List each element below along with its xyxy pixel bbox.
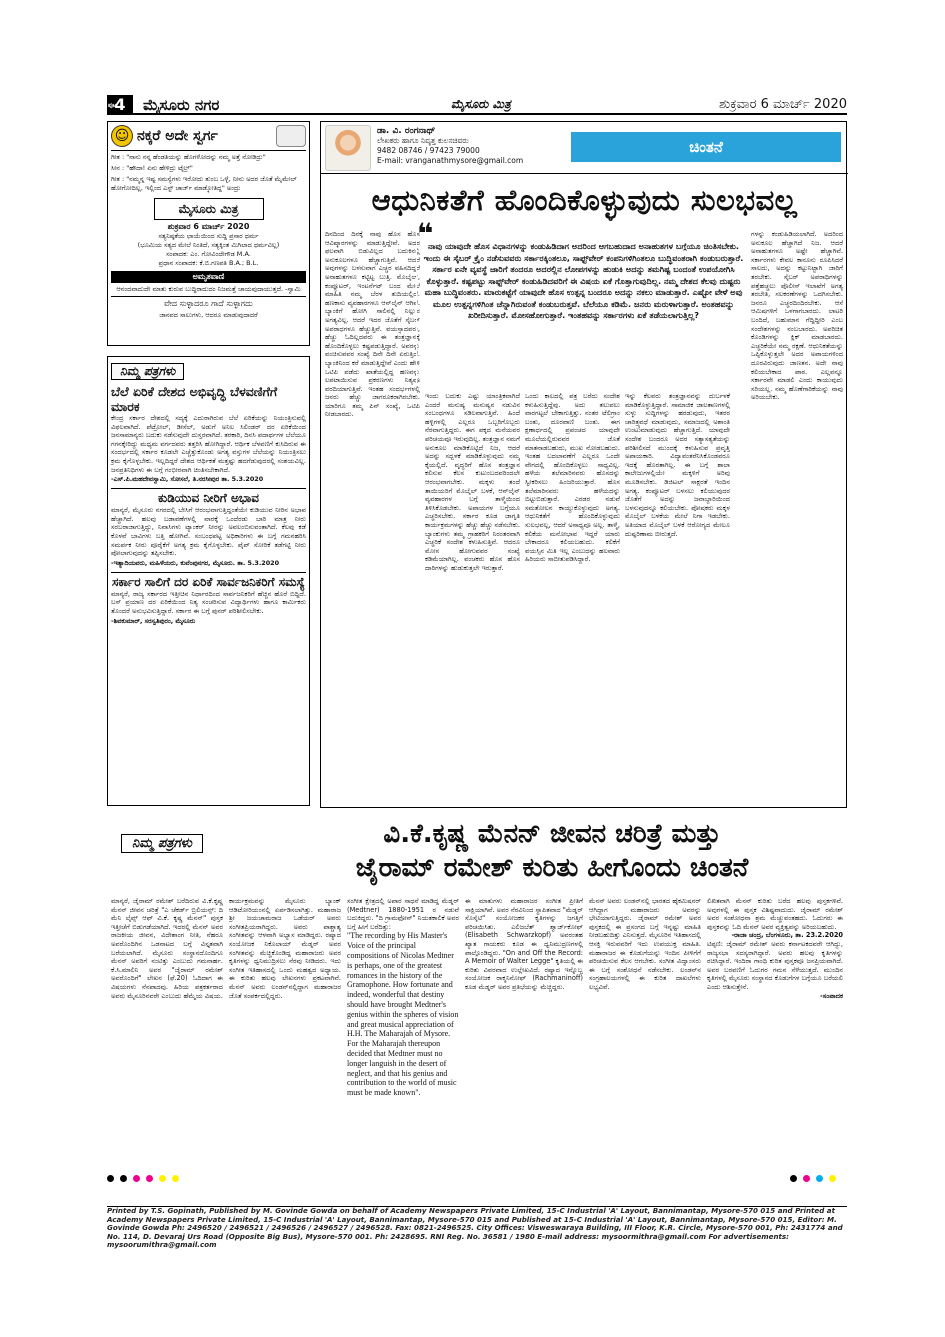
bottom-headline	[257, 817, 847, 885]
letter-signature: -ಶಿವಕುಮಾರ್, ಸರಸ್ವತಿಪುರಂ, ಮೈಸೂರು	[111, 616, 196, 625]
newspaper-page	[107, 95, 847, 1250]
proverb-sub: ಜಾನಪದ ಸಾಲುಗಳು, ಆದರೂ ಮಾಡುವುದಾದರೆ	[159, 311, 258, 319]
imprint-line: ಪ್ರಧಾನ ಸಂಪಾದಕ: ಕೆ.ಬಿ.ಗಣಪತಿ B.A.; B.L.	[158, 259, 259, 267]
imprint	[111, 222, 306, 268]
joke-line: ಗೀತ : "ನಮ್ಮನ್ನ ಇಷ್ಟ ಸಮಸ್ಯೆಗಳು ಇರೋದು ತುಂಬ ಒಳ್ಳೆ, ನೀನು ಅದರ ಜೊತೆ ಮೈಮೇಲ್ ಹೋಗೋದಿಲ್ಲ, ಇಲ್ಲಿಂದ ಎಸ್ಟ್ ಚಾರ್ಜ್ ಮಾಡ್ಕೋತಿದ್ದ" ಅಂದ್ರು	[111, 175, 297, 192]
color-dot	[790, 1175, 797, 1182]
letter-body: ಕೇಂದ್ರ ಸರ್ಕಾರ ದೇಶದಲ್ಲಿ ಸದ್ಯಕ್ಕೆ ಎದುರಾಗಿರುವ ಬೆಲೆ ಏರಿಕೆಯನ್ನು ನಿಯಂತ್ರಿಸುವಲ್ಲಿ ವಿಫಲವಾಗಿದೆ. ಪೆಟ್ರೋಲ್, ಡೀಸೆಲ್, ಅಡುಗೆ ಅನಿಲ ಸಿಲಿಂಡರ್ ದರ ಏರಿಕೆಯಿಂದ ಜನಸಾಮಾನ್ಯರು ಬದುಕು ನಡೆಸುವುದೇ ದುಸ್ತರವಾಗಿದೆ. ತರಕಾರಿ, ದಿನಸಿ ಪದಾರ್ಥಗಳ ಬೆಲೆಯೂ ಗಗನಕ್ಕೇರಿದ್ದು ಮಧ್ಯಮ ವರ್ಗದವರು ತತ್ತರಿಸಿ ಹೋಗಿದ್ದಾರೆ. ಆರ್ಥಿಕ ಬೆಳವಣಿಗೆ ಕುಸಿದಿರುವ ಈ ಸಂದರ್ಭದಲ್ಲಿ ಸರ್ಕಾರ ಕೂಡಲೇ ಎಚ್ಚೆತ್ತುಕೊಂಡು ಅಗತ್ಯ ವಸ್ತುಗಳ ಬೆಲೆಯನ್ನು ನಿಯಂತ್ರಿಸಲು ಕ್ರಮ ಕೈಗೊಳ್ಳಬೇಕು. ಇಲ್ಲದಿದ್ದರೆ ದೇಶದ ಆರ್ಥಿಕತೆ ಮತ್ತಷ್ಟು ಹದಗೆಡುವುದರಲ್ಲಿ ಸಂಶಯವಿಲ್ಲ. ಜನಪ್ರತಿನಿಧಿಗಳು ಈ ಬಗ್ಗೆ ಗಂಭೀರವಾಗಿ ಚಿಂತಿಸಬೇಕಾಗಿದೆ.	[111, 414, 306, 474]
page-date: ಶುಕ್ರವಾರ 6 ಮಾರ್ಚ್ 2020	[719, 97, 847, 112]
color-dot	[133, 1175, 140, 1182]
editor-note: ಟಿಪ್ಪಣಿ: ಜೈರಾಮ್ ರಮೇಶ್ ಅವರು ಕರ್ನಾಟಕದವರೇ ಆಗಿದ್ದು, ರಾಜ್ಯಸಭಾ ಸದಸ್ಯರಾಗಿದ್ದಾರೆ. ಅವರು ಹಲವು ಕೃತಿಗಳನ್ನು ರಚಿಸಿದ್ದಾರೆ. ಇಂದಿರಾ ಗಾಂಧಿ ಕುರಿತ ಪುಸ್ತಕವೂ ಜನಪ್ರಿಯವಾಗಿದೆ. ಅವರ ಬರವಣಿಗೆ ಓದುಗರ ಗಮನ ಸೆಳೆಯುತ್ತದೆ. ಮುಂದಿನ ಕೃತಿಗಳಲ್ಲಿ ಮೈಸೂರು ಸಂಸ್ಥಾನದ ಕೊಡುಗೆಗಳ ಬಗ್ಗೆಯೂ ಬರೆಯಲಿ ಎಂದು ಆಶಿಸುತ್ತೇನೆ.	[707, 939, 843, 991]
letter-signature: -ರಾಜಾ ಚಂದ್ರ, ಬೆಂಗಳೂರು, ತಾ. 23.2.2020	[731, 931, 843, 940]
headline-line: ವಿ.ಕೆ.ಕೃಷ್ಣ ಮೆನನ್ ಜೀವನ ಚರಿತ್ರೆ ಮತ್ತು	[383, 819, 721, 849]
imprint-line: (ಭೂಮಿಯ ಸತ್ಯದ ಮೇಲೆ ನಿಂತಿದೆ, ಸತ್ಯಕ್ಕಿಂತ ಮಿಗಿಲಾದ ಧರ್ಮವಿಲ್ಲ)	[137, 241, 280, 249]
nakkare-header	[111, 125, 306, 151]
letter-text: ಸಂಗೀತ ಕ್ಷೇತ್ರದಲ್ಲಿ ಅಪಾರ ಸಾಧನೆ ಮಾಡಿದ್ದ ಮೆಡ್ನರ್ (Medtner) 1880-1951 ರ ನಡುವೆ ಬದುಕಿದ್ದರು. "ದಿ ಗ್ರಾಮಫೋನ್" ನಿಯತಕಾಲಿಕೆ ಅವರ ಬಗ್ಗೆ ಹೀಗೆ ಬರೆದಿತ್ತು:	[347, 897, 459, 931]
color-dot	[803, 1175, 810, 1182]
letters-label: ನಿಮ್ಮ ಪತ್ರಗಳು	[121, 834, 203, 853]
color-dot	[120, 1175, 127, 1182]
article-column: ಒಂದು ಕಾಲದಲ್ಲಿ ಪತ್ರ ಬರೆದು ಸಂದೇಶ ಕಳುಹಿಸುತ್ತಿದ್ದೆವು. ಅದು ತಲುಪಲು ವಾರಗಟ್ಟಲೆ ಬೇಕಾಗುತ್ತಿತ್ತು. ನಂತರ ಟೆಲಿಗ್ರಾಂ ಬಂತು, ದೂರವಾಣಿ ಬಂತು. ಈಗ ಕ್ಷಣಾರ್ಧದಲ್ಲಿ ಪ್ರಪಂಚದ ಯಾವುದೇ ಮೂಲೆಯಲ್ಲಿರುವವರ ಜೊತೆ ಮಾತನಾಡಬಹುದು, ಮುಖ ನೋಡಬಹುದು. ಇಂತಹ ಬದಲಾವಣೆಗೆ ಎಲ್ಲರೂ ಒಂದೇ ವೇಗದಲ್ಲಿ ಹೊಂದಿಕೊಳ್ಳಲು ಸಾಧ್ಯವಿಲ್ಲ. ಹಳೆಯ ತಲೆಮಾರಿನವರು ಹೊಸದನ್ನು ಸ್ವೀಕರಿಸಲು ಹಿಂಜರಿಯುತ್ತಾರೆ. ಹೊಸ ತಲೆಮಾರಿನವರು ಹಳೆಯದನ್ನು ಬಿಟ್ಟುಬಿಡುತ್ತಾರೆ. ಎರಡರ ನಡುವೆ ಸಮತೋಲನ ಕಾಯ್ದುಕೊಳ್ಳುವುದು ಅಗತ್ಯ. ಆಧುನಿಕತೆಗೆ ಹೊಂದಿಕೊಳ್ಳುವುದು ಸುಲಭವಲ್ಲ, ಆದರೆ ಅಸಾಧ್ಯವೂ ಅಲ್ಲ. ತಾಳ್ಮೆ, ಕಲಿಕೆಯ ಮನೋಭಾವ ಇದ್ದರೆ ಯಾರು ಬೇಕಾದರೂ ಕಲಿಯಬಹುದು. ಕಲಿಕೆಗೆ ವಯಸ್ಸಿನ ಮಿತಿ ಇಲ್ಲ ಎಂಬುದನ್ನು ಹಲವಾರು ಹಿರಿಯರು ಸಾಬೀತುಪಡಿಸಿದ್ದಾರೆ.	[525, 392, 620, 564]
section-badge: ಚಿಂತನೆ	[571, 132, 841, 162]
letter-title: ಕುಡಿಯುವ ನೀರಿಗೆ ಅಭಾವ	[111, 488, 306, 506]
laughing-face-icon: ☺	[111, 125, 133, 147]
joke-line: ಸೀನ : "ಹೌದಾ! ಏನು ಹೇಳಿದ್ರು ಟೈಲ್ರ್"	[111, 164, 193, 172]
letters-label: ನಿಮ್ಮ ಪತ್ರಗಳು	[111, 363, 184, 380]
imprint-line: ಸಂಪಾದಕ: ಎಂ. ಗೋವಿಂದೇಗೌಡ M.A.	[166, 250, 251, 258]
article-column: ದಿನದಿಂದ ದಿನಕ್ಕೆ ನಾವು ಹೊಸ ಹೊಸ ಆವಿಷ್ಕಾರಗಳನ್ನು ಮಾಡುತ್ತಿದ್ದೇವೆ. ಅದರ ಫಲವಾಗಿ ಬಿಡುವಿಲ್ಲದ ಬದುಕಿನಲ್ಲಿ ಅನುಕೂಲಗಳೂ ಹೆಚ್ಚಾಗುತ್ತಿವೆ. ಆದರೆ ಅವುಗಳನ್ನು ಬಳಸುವಾಗ ಎಚ್ಚರ ವಹಿಸದಿದ್ದರೆ ಅನಾಹುತಗಳೂ ಕಟ್ಟಿಟ್ಟ ಬುತ್ತಿ. ಮೊಬೈಲ್, ಕಂಪ್ಯೂಟರ್, ಇಂಟರ್ನೆಟ್ ಬಂದ ಮೇಲೆ ಮಾಹಿತಿ ನಮ್ಮ ಬೆರಳ ತುದಿಯಲ್ಲಿದೆ. ಹಣಕಾಸು ವ್ಯವಹಾರಗಳೂ ಆನ್‌ಲೈನ್ ಆಗಿವೆ. ಬ್ಯಾಂಕಿಗೆ ಹೋಗಿ ಸಾಲಿನಲ್ಲಿ ನಿಲ್ಲುವ ಅಗತ್ಯವಿಲ್ಲ. ಆದರೆ ಇದರ ಜೊತೆಗೆ ಸೈಬರ್ ಅಪರಾಧಗಳೂ ಹೆಚ್ಚುತ್ತಿವೆ. ವಯಸ್ಸಾದವರು, ಹೆಚ್ಚು ಓದಿಲ್ಲದವರು ಈ ತಂತ್ರಜ್ಞಾನಕ್ಕೆ ಹೊಂದಿಕೊಳ್ಳಲು ಕಷ್ಟಪಡುತ್ತಿದ್ದಾರೆ. ಅವರನ್ನು ವಂಚಿಸುವವರ ಸಂಖ್ಯೆ ದಿನೇ ದಿನೇ ಏರುತ್ತಿದೆ. ಬ್ಯಾಂಕಿನಿಂದ ಕರೆ ಮಾಡುತ್ತಿದ್ದೇವೆ ಎಂದು ಹೇಳಿ ಒಟಿಪಿ ಪಡೆದು ಖಾತೆಯಲ್ಲಿದ್ದ ಹಣವನ್ನು ಲಪಟಾಯಿಸುವ ಪ್ರಕರಣಗಳು ನಿತ್ಯವೂ ವರದಿಯಾಗುತ್ತಿವೆ. ಇಂತಹ ಸಂದರ್ಭಗಳಲ್ಲಿ ಜನರು ಹೆಚ್ಚು ಜಾಗರೂಕರಾಗಿರಬೇಕು. ಯಾರಿಗೂ ತಮ್ಮ ಪಿನ್ ಸಂಖ್ಯೆ, ಒಟಿಪಿ ನೀಡಬಾರದು.	[325, 230, 420, 419]
author-email: E-mail: vranganathmysore@gmail.com	[377, 156, 524, 165]
author-name: ಡಾ. ವಿ. ರಂಗನಾಥ್	[377, 126, 436, 136]
color-dot	[146, 1175, 153, 1182]
color-dot	[159, 1175, 166, 1182]
letters-box	[107, 356, 310, 806]
page-header	[107, 95, 847, 115]
bottom-letter	[107, 817, 847, 1192]
letter-title: ಸರ್ಕಾರ ಸಾಲಿಗೆ ದರ ಏರಿಕೆ ಸಾರ್ವಜನಿಕರಿಗೆ ಸಮಸ್ಯೆ	[111, 572, 306, 590]
letter-column: ಮೆನನ್ ಅವರು ಲಂಡನ್‌ನಲ್ಲಿ ಭಾರತದ ಹೈಕಮಿಷನರ್ ಆಗಿದ್ದಾಗ ಮಹಾರಾಜರು ಅವರನ್ನು ಭೇಟಿಯಾಗುತ್ತಿದ್ದರು. ಜೈರಾಮ್ ರಮೇಶ್ ಅವರ ಪುಸ್ತಕದಲ್ಲಿ ಈ ಪ್ರಸಂಗದ ಬಗ್ಗೆ ಇನ್ನಷ್ಟು ಮಾಹಿತಿ ನೀಡಬಹುದಿತ್ತು ಎನಿಸುತ್ತದೆ. ಮೈಸೂರಿನ ಇತಿಹಾಸದಲ್ಲಿ ಆಸಕ್ತಿ ಇರುವವರಿಗೆ ಇದು ಉಪಯುಕ್ತ ಮಾಹಿತಿ. ಮಹಾರಾಜರ ಈ ಕೊಡುಗೆಯನ್ನು ಇಂದಿನ ಪೀಳಿಗೆಗೆ ಪರಿಚಯಿಸುವ ಕೆಲಸ ಆಗಬೇಕು. ಸಂಗೀತ ವಿದ್ವಾಂಸರು ಈ ಬಗ್ಗೆ ಸಂಶೋಧನೆ ನಡೆಸಬೇಕು. ಲಂಡನ್‌ನ ಸಂಗ್ರಹಾಲಯಗಳಲ್ಲಿ ಈ ಕುರಿತ ದಾಖಲೆಗಳು ಲಭ್ಯವಿವೆ.	[589, 897, 701, 991]
color-dot	[172, 1175, 179, 1182]
section-title: ಮೈಸೂರು ನಗರ	[143, 96, 220, 114]
amrutha-text: ಆನಂದವಾದುದೇ ಮಾತು ಕುರುವ ಬುದ್ಧಿರಾದುದಂ ನಿಜಮತ್ತೆ ಚಾಯವುದಾಯುತ್ತದೆ. -ಸ್ವಾಮಿ	[116, 285, 301, 293]
page-number: ಪುಟ 4	[107, 95, 133, 115]
cartoon-icon	[276, 125, 306, 147]
article-column: ಇಂದು ಬದುಕು ಎಷ್ಟು ಯಾಂತ್ರಿಕವಾಗಿದೆ ಎಂದರೆ ಮನುಷ್ಯ ಮನುಷ್ಯನ ನಡುವಿನ ಸಂಬಂಧಗಳೂ ಸಡಿಲವಾಗುತ್ತಿವೆ. ಹಿಂದೆ ಹಳ್ಳಿಗಳಲ್ಲಿ ಎಲ್ಲರೂ ಒಬ್ಬರಿಗೊಬ್ಬರು ನೆರವಾಗುತ್ತಿದ್ದರು. ಈಗ ಪಕ್ಕದ ಮನೆಯವರ ಪರಿಚಯವೂ ಇರುವುದಿಲ್ಲ. ತಂತ್ರಜ್ಞಾನ ನಮಗೆ ಅನುಕೂಲ ಮಾಡಿಕೊಟ್ಟಿದೆ ನಿಜ, ಆದರೆ ಅದನ್ನು ಸದ್ಬಳಕೆ ಮಾಡಿಕೊಳ್ಳುವುದು ನಮ್ಮ ಕೈಯಲ್ಲಿದೆ. ವೃದ್ಧರಿಗೆ ಹೊಸ ತಂತ್ರಜ್ಞಾನ ಕಲಿಸುವ ಕೆಲಸ ಕುಟುಂಬದವರಿಂದಲೇ ಆರಂಭವಾಗಬೇಕು. ಮಕ್ಕಳು ತಂದೆ ತಾಯಿಯರಿಗೆ ಮೊಬೈಲ್ ಬಳಕೆ, ಆನ್‌ಲೈನ್ ವ್ಯವಹಾರಗಳ ಬಗ್ಗೆ ತಾಳ್ಮೆಯಿಂದ ತಿಳಿಸಿಕೊಡಬೇಕು. ಅಪಾಯಗಳ ಬಗ್ಗೆಯೂ ಎಚ್ಚರಿಸಬೇಕು. ಸರ್ಕಾರ ಕೂಡ ಜಾಗೃತಿ ಕಾರ್ಯಕ್ರಮಗಳನ್ನು ಹೆಚ್ಚು ಹೆಚ್ಚು ನಡೆಸಬೇಕು. ಬ್ಯಾಂಕುಗಳು ತಮ್ಮ ಗ್ರಾಹಕರಿಗೆ ನಿರಂತರವಾಗಿ ಎಚ್ಚರಿಕೆ ಸಂದೇಶ ಕಳುಹಿಸುತ್ತಿವೆ. ಆದರೂ ಮೋಸ ಹೋಗುವವರ ಸಂಖ್ಯೆ ಕಡಿಮೆಯಾಗಿಲ್ಲ. ವಂಚಕರು ಹೊಸ ಹೊಸ ದಾರಿಗಳನ್ನು ಹುಡುಕುತ್ತಲೇ ಇರುತ್ತಾರೆ.	[425, 392, 520, 572]
letter-body: ಮಾನ್ಯರೆ, ಮೈಸೂರು ನಗರದಲ್ಲಿ ಬೇಸಿಗೆ ಆರಂಭವಾಗುತ್ತಿದ್ದಂತೆಯೇ ಕುಡಿಯುವ ನೀರಿನ ಅಭಾವ ಹೆಚ್ಚಾಗಿದೆ. ಹಲವು ಬಡಾವಣೆಗಳಲ್ಲಿ ವಾರಕ್ಕೆ ಒಂದೆರಡು ಬಾರಿ ಮಾತ್ರ ನೀರು ಸರಬರಾಜಾಗುತ್ತಿದ್ದು, ನಿವಾಸಿಗಳು ಟ್ಯಾಂಕರ್ ನೀರನ್ನು ಅವಲಂಬಿಸುವಂತಾಗಿದೆ. ಕೆಲವು ಕಡೆ ಕೊಳವೆ ಬಾವಿಗಳು ಬತ್ತಿ ಹೋಗಿವೆ. ಸಂಬಂಧಪಟ್ಟ ಅಧಿಕಾರಿಗಳು ಈ ಬಗ್ಗೆ ಗಮನಹರಿಸಿ ಸಮರ್ಪಕ ನೀರು ಪೂರೈಕೆಗೆ ಅಗತ್ಯ ಕ್ರಮ ಕೈಗೊಳ್ಳಬೇಕು. ಪೈಪ್ ಸೋರಿಕೆ ತಡೆಗಟ್ಟಿ ನೀರು ಪೋಲಾಗುವುದನ್ನು ತಪ್ಪಿಸಬೇಕು.	[111, 506, 306, 558]
author-strip	[321, 122, 848, 174]
print-line: Printed by T.S. Gopinath, Published by M. Govinde Gowda on behalf of Academy Newspapers Private Limited, 15-C Industrial 'A' Layout, Bannimantap, Mysore-570 015 and Printed at Academy Newspapers Private Limited, 15-C Industrial 'A' Layout, Bannimantap, Mysore-570 015 and Published at 15-C Industrial 'A' Layout, Bannimantap, Mysore-570 015, Editor: M. Govinde Gowda Ph: 2496520 / 2496521 / 2496526 / 2496527 / 2496528. Fax: 0821-2496525. City Offices: Visweswaraya Building, III Floor, K.R. Circle, Mysore-570 001, Ph: 2431774 and No. 114, D. Devaraj Urs Road (Opposite Big Bus), Mysore-570 001. Ph: 2428695. RNI Reg. No. 36581 / 1980 E-mail address: mysoormithra@gmail.com For advertisements: mysoorumithra@gmail.com	[107, 1206, 847, 1249]
article-column: ಗಳನ್ನು ಕಂಡುಹಿಡಿಯಲಾಗಿದೆ. ಅದರಿಂದ ಅನುಕೂಲ ಹೆಚ್ಚಾಗಿದೆ ನಿಜ. ಆದರೆ ಅನಾಹುತಗಳೂ ಅಷ್ಟೇ ಹೆಚ್ಚಾಗಿವೆ. ಸರ್ಕಾರಗಳು ಕೇವಲ ಕಾನೂನು ರೂಪಿಸಿದರೆ ಸಾಲದು, ಅದನ್ನು ಕಟ್ಟುನಿಟ್ಟಾಗಿ ಜಾರಿಗೆ ತರಬೇಕು. ಸೈಬರ್ ಅಪರಾಧಿಗಳನ್ನು ಪತ್ತೆಹಚ್ಚಲು ಪೊಲೀಸ್ ಇಲಾಖೆಗೆ ಅಗತ್ಯ ತರಬೇತಿ, ಸಲಕರಣೆಗಳನ್ನು ಒದಗಿಸಬೇಕು. ಜನರೂ ಎಚ್ಚರದಿಂದಿರಬೇಕು. ಆಸೆ ಆಮಿಷಗಳಿಗೆ ಒಳಗಾಗಬಾರದು. ಲಾಟರಿ ಬಂದಿದೆ, ಬಹುಮಾನ ಗೆದ್ದಿದ್ದೀರಿ ಎಂಬ ಸಂದೇಶಗಳನ್ನು ನಂಬಬಾರದು. ಅಪರಿಚಿತ ಕೊಂಡಿಗಳನ್ನು ಕ್ಲಿಕ್ ಮಾಡಬಾರದು. ಎಚ್ಚರಿಕೆಯೇ ನಮ್ಮ ರಕ್ಷಣೆ. ಆಧುನಿಕತೆಯನ್ನು ಒಪ್ಪಿಕೊಳ್ಳುತ್ತಲೇ ಅದರ ಅಪಾಯಗಳಿಂದ ದೂರವಿರುವುದು ಜಾಣತನ. ಅದೇ ನಾವು ಕಲಿಯಬೇಕಾದ ಪಾಠ. ಎಲ್ಲವನ್ನೂ ಸರ್ಕಾರವೇ ಮಾಡಲಿ ಎಂದು ಕಾಯುವುದು ಸರಿಯಲ್ಲ. ನಮ್ಮ ಹೊಣೆಗಾರಿಕೆಯನ್ನು ನಾವು ಅರಿಯಬೇಕು.	[751, 230, 843, 402]
letter-title: ಬೆಲೆ ಏರಿಕೆ ದೇಶದ ಅಭಿವೃದ್ಧಿ ಬೆಳವಣಿಗೆಗೆ ಮಾರಕ	[111, 384, 278, 414]
author-phone: 9482 08746 / 97423 79000	[377, 146, 480, 155]
registration-dots-right	[790, 1175, 836, 1182]
editor-sign: -ಸಂಪಾದಕ	[820, 991, 843, 1000]
amrutha-title: ಅಮೃತವಾಣಿ	[111, 271, 306, 283]
letter-text: ಲಿಖಿತವಾಗಿ ಮೆನನ್ ಕುರಿತು ಬರೆದ ಹಲವು ಪುಸ್ತಕಗಳಿವೆ. ಅವುಗಳಲ್ಲಿ ಈ ಪುಸ್ತಕ ವಿಶಿಷ್ಟವಾದುದು. ಜೈರಾಮ್ ರಮೇಶ್ ಅವರ ಸಂಶೋಧನಾ ಶ್ರಮ ಮೆಚ್ಚುವಂತಹದು. ಓದುಗರು ಈ ಪುಸ್ತಕವನ್ನು ಓದಿ ಮೆನನ್ ಅವರ ವ್ಯಕ್ತಿತ್ವವನ್ನು ಅರಿಯಬಹುದು.	[707, 897, 843, 931]
author-role: ಲೇಖಕರು ಹಾಗೂ ನಿವೃತ್ತ ಕುಲಸಚಿವರು	[377, 136, 469, 145]
color-dot	[829, 1175, 836, 1182]
letter-column	[347, 897, 459, 1187]
quote-mark-icon: ❝	[417, 217, 434, 250]
nakkare-box	[107, 121, 310, 346]
article-column: ಇನ್ನು ಕೆಲವರು ತಂತ್ರಜ್ಞಾನವನ್ನು ದುರ್ಬಳಕೆ ಮಾಡಿಕೊಳ್ಳುತ್ತಿದ್ದಾರೆ. ಸಾಮಾಜಿಕ ಜಾಲತಾಣಗಳಲ್ಲಿ ಸುಳ್ಳು ಸುದ್ದಿಗಳನ್ನು ಹರಡುವುದು, ಇತರರ ಚಾರಿತ್ರ್ಯವಧೆ ಮಾಡುವುದು, ಸಮಾಜದಲ್ಲಿ ಅಶಾಂತಿ ಉಂಟುಮಾಡುವುದು ಹೆಚ್ಚಾಗುತ್ತಿದೆ. ಯಾವುದೇ ಸಂದೇಶ ಬಂದರೂ ಅದರ ಸತ್ಯಾಸತ್ಯತೆಯನ್ನು ಪರಿಶೀಲಿಸದೆ ಮುಂದಕ್ಕೆ ಕಳುಹಿಸುವ ಪ್ರವೃತ್ತಿ ಅಪಾಯಕಾರಿ. ವಿದ್ಯಾವಂತರೆನಿಸಿಕೊಂಡವರೂ ಇದಕ್ಕೆ ಹೊರತಾಗಿಲ್ಲ. ಈ ಬಗ್ಗೆ ಶಾಲಾ ಕಾಲೇಜುಗಳಲ್ಲಿಯೇ ಮಕ್ಕಳಿಗೆ ಅರಿವು ಮೂಡಿಸಬೇಕು. ಡಿಜಿಟಲ್ ಸಾಕ್ಷರತೆ ಇಂದಿನ ಅಗತ್ಯ. ಕಂಪ್ಯೂಟರ್ ಬಳಸಲು ಕಲಿಯುವುದರ ಜೊತೆಗೆ ಅದನ್ನು ಜವಾಬ್ದಾರಿಯಿಂದ ಬಳಸುವುದನ್ನೂ ಕಲಿಯಬೇಕು. ಪೋಷಕರು ಮಕ್ಕಳ ಮೊಬೈಲ್ ಬಳಕೆಯ ಮೇಲೆ ನಿಗಾ ಇಡಬೇಕು. ಅತಿಯಾದ ಮೊಬೈಲ್ ಬಳಕೆ ಆರೋಗ್ಯದ ಮೇಲೂ ದುಷ್ಪರಿಣಾಮ ಬೀರುತ್ತದೆ.	[625, 392, 730, 538]
imprint-date: ಶುಕ್ರವಾರ 6 ಮಾರ್ಚ್ 2020	[167, 222, 250, 231]
color-dot	[107, 1175, 114, 1182]
letter-column	[707, 897, 843, 1187]
joke-line: ಗೀತ : "ನಾನು ನನ್ನ ಹೆಂಡತಿಯನ್ನು ಹೊಗಳೋದನ್ನು ನಮ್ಮ ಅತ್ತೆ ನೋಡಿದ್ರು"	[111, 153, 266, 161]
pull-quote-text: ನಾವು ಯಾವುದೇ ಹೊಸ ವಿಧಾನಗಳನ್ನು ಕಂಡುಹಿಡಿದಾಗ ಅದರಿಂದ ಆಗಬಹುದಾದ ಅನಾಹುತಗಳ ಬಗ್ಗೆಯೂ ಚಿಂತಿಸಬೇಕು. ಇಂದು ಈ ಸೈಬರ್ ಕ್ರೈಂ ನಡೆಸುವವರು ಸರ್ಕಾರಕ್ಕಿಂತಲೂ, ಸಾಫ್ಟ್‌ವೇರ್ ಕಂಪನಿಗಳಿಗಿಂತಲೂ ಬುದ್ಧಿವಂತರಾಗಿ ಕಂಡುಬರುತ್ತಾರೆ. ಸರ್ಕಾರ ಏನೇ ವ್ಯವಸ್ಥೆ ಜಾರಿಗೆ ತಂದರೂ ಅದರಲ್ಲಿನ ಲೋಪಗಳನ್ನು ಹುಡುಕಿ ಅದನ್ನು ತಮಗಿಷ್ಟ ಬಂದಂತೆ ಉಪಯೋಗಿಸಿ ಕೊಳ್ಳುತ್ತಾರೆ. ಕಷ್ಟಪಟ್ಟು ಸಾಫ್ಟ್‌ವೇರ್ ಕಂಡುಹಿಡಿದವರಿಗೆ ಈ ವಿಷಯ ಏಕೆ ಗೊತ್ತಾಗುವುದಿಲ್ಲ. ನಮ್ಮ ದೇಶದ ಕೆಲವು ದುಷ್ಟರು ಮಹಾ ಬುದ್ಧಿವಂತರು. ಮಾರುಕಟ್ಟೆಗೆ ಯಾವುದೇ ಹೊಸ ಉತ್ಪನ್ನ ಬಂದರೂ ಅದನ್ನು ನಕಲು ಮಾಡುತ್ತಾರೆ. ಎಷ್ಟೋ ವೇಳೆ ಅವು ಮೂಲ ಉತ್ಪನ್ನಗಳಿಗಿಂತ ಚೆನ್ನಾಗಿರುವಂತೆ ಕಂಡುಬರುತ್ತವೆ. ಬೆಲೆಯೂ ಕಡಿಮೆ. ಜನರು ಮರುಳಾಗುತ್ತಾರೆ. ಅಂತಹವನ್ನು ಖರೀದಿಸುತ್ತಾರೆ. ಮೋಸಹೋಗುತ್ತಾರೆ. ಇಂತಹವನ್ನು ಸರ್ಕಾರಗಳು ಏಕೆ ತಡೆಯಲಾಗುತ್ತಿಲ್ಲ?	[423, 241, 744, 320]
letter-signature: -ಎಸ್.ಪಿ.ಮಹದೇವಸ್ವಾಮಿ, ಸೋಸಲೆ, ತಿ.ನರಸೀಪುರ ತಾ. 5.3.2020	[111, 475, 264, 484]
feature-article	[320, 121, 847, 808]
letter-column: ಈ ಮಾತುಗಳು ಮಹಾರಾಜರ ಸಂಗೀತ ಪ್ರೀತಿಗೆ ಸಾಕ್ಷಿಯಾಗಿವೆ. ಅವರ ನೆರವಿನಿಂದ ಸ್ಥಾಪಿತವಾದ "ಮೆಡ್ನರ್ ಸೊಸೈಟಿ" ಸಂಯೋಜಕರ ಕೃತಿಗಳನ್ನು ಜಗತ್ತಿಗೆ ಪರಿಚಯಿಸಿತು. ಎಲಿಜಬೆತ್ ಶ್ವಾರ್ಜ್‌ಕೋಫ್ (Elisabeth Schwarzkopf) ಅವರಂತಹ ಖ್ಯಾತ ಗಾಯಕರು ಕೂಡ ಈ ಧ್ವನಿಮುದ್ರಣಗಳಲ್ಲಿ ಪಾಲ್ಗೊಂಡಿದ್ದರು. "On and Off the Record: A Memoir of Walter Legge" ಕೃತಿಯಲ್ಲಿ ಈ ಕುರಿತು ವಿವರವಾದ ಉಲ್ಲೇಖವಿದೆ. ರಷ್ಯಾದ ಇನ್ನೊಬ್ಬ ಸಂಯೋಜಕ ರಾಕ್ಮನಿನೋಫ್ (Rachmaninoff) ಕೂಡ ಮೆಡ್ನರ್ ಅವರ ಪ್ರತಿಭೆಯನ್ನು ಮೆಚ್ಚಿದ್ದರು.	[465, 897, 583, 991]
headline-line: ಜೈರಾಮ್ ರಮೇಶ್ ಕುರಿತು ಹೀಗೊಂದು ಚಿಂತನೆ	[355, 853, 749, 883]
registration-dots-left	[107, 1175, 179, 1182]
letter-signature: -ಇತ್ಯಾದಿಯವರು, ಮಹಿಳೆಯರು, ಕುವೆಂಪುನಗರ, ಮೈಸೂರು. ತಾ. 5.3.2020	[111, 558, 280, 567]
proverb: ವೇದ ಸುಳ್ಳಾದರೂ ಗಾದೆ ಸುಳ್ಳಾಗದು	[111, 296, 306, 309]
author-info	[377, 126, 523, 166]
author-photo	[325, 125, 371, 171]
letter-column: ಮಾನ್ಯರೆ, ಜೈರಾಮ್ ರಮೇಶ್ ಬರೆದಿರುವ ವಿ.ಕೆ.ಕೃಷ್ಣ ಮೆನನ್ ಜೀವನ ಚರಿತ್ರೆ "ಎ ಚೆಕರ್ಡ್ ಬ್ರಿಲಿಯನ್ಸ್: ದಿ ಮೆನಿ ಲೈವ್ಸ್ ಆಫ್ ವಿ.ಕೆ. ಕೃಷ್ಣ ಮೆನನ್" ಪುಸ್ತಕ ಇತ್ತೀಚೆಗೆ ಬಿಡುಗಡೆಯಾಗಿದೆ. ಇದರಲ್ಲಿ ಮೆನನ್ ಅವರ ರಾಜಕೀಯ ಜೀವನ, ವಿದೇಶಾಂಗ ನೀತಿ, ನೆಹರೂ ಅವರೊಂದಿಗಿನ ಒಡನಾಟದ ಬಗ್ಗೆ ವಿಸ್ತೃತವಾಗಿ ಬರೆಯಲಾಗಿದೆ. ಮೈಸೂರು ಸಂಸ್ಥಾನದೊಂದಿಗೂ ಮೆನನ್ ಅವರಿಗೆ ನಂಟಿತ್ತು ಎಂಬುದು ಗಮನಾರ್ಹ. ಕೆ.ಸಿ.ಮಾಲಿನಿ ಅವರ "ಜೈರಾಮ್ ರಮೇಶ್ ಅವರೊಂದಿಗೆ" ಲೇಖನ (ಫೆ.20) ಓದಿದಾಗ ಈ ವಿಷಯಗಳು ನೆನಪಾದವು. ಹಿರಿಯ ಪತ್ರಕರ್ತರಾದ ಅವರು ಮೈಸೂರಿನವರೇ ಎಂಬುದು ಹೆಮ್ಮೆಯ ವಿಷಯ.	[111, 897, 223, 1000]
imprint-line: ಸತ್ಯನಿಷ್ಠತೆಯ ಛಾಯೆಯಿಂದ ಸುದ್ದಿ ಪ್ರಸಾರ ಧರ್ಮ	[158, 232, 259, 240]
letter-body: ಮಾನ್ಯರೆ, ರಾಜ್ಯ ಸರ್ಕಾರದ ಇತ್ತೀಚಿನ ನಿರ್ಧಾರದಿಂದ ಸಾರ್ವಜನಿಕರಿಗೆ ಹೆಚ್ಚಿನ ಹೊರೆ ಬಿದ್ದಿದೆ. ಬಸ್ ಪ್ರಯಾಣ ದರ ಏರಿಕೆಯಿಂದ ನಿತ್ಯ ಸಂಚರಿಸುವ ವಿದ್ಯಾರ್ಥಿಗಳು ಹಾಗೂ ಕಾರ್ಮಿಕರು ತೊಂದರೆ ಅನುಭವಿಸುತ್ತಿದ್ದಾರೆ. ಸರ್ಕಾರ ಈ ಬಗ್ಗೆ ಪುನರ್ ಪರಿಶೀಲಿಸಬೇಕು.	[111, 589, 306, 615]
masthead-small: ಮೈಸೂರು ಮಿತ್ರ	[451, 97, 511, 111]
letter-column: ಕಾರ್ಯಕ್ರಮವನ್ನು ಮೈಸೂರು ಬ್ಯಾಂಕ್ ಆಡಿಟೋರಿಯಂನಲ್ಲಿ ಏರ್ಪಡಿಸಲಾಗಿತ್ತು. ಮಹಾರಾಜ ಶ್ರೀ ಜಯಚಾಮರಾಜ ಒಡೆಯರ್ ಅವರು ಸಂಗೀತಪ್ರಿಯರಾಗಿದ್ದರು. ಅವರು ಪಾಶ್ಚಾತ್ಯ ಸಂಗೀತವನ್ನು ಆಳವಾಗಿ ಅಭ್ಯಾಸ ಮಾಡಿದ್ದರು. ರಷ್ಯಾದ ಸಂಯೋಜಕ ನಿಕೊಲಾಯ್ ಮೆಡ್ನರ್ ಅವರ ಸಂಗೀತವನ್ನು ಮೆಚ್ಚಿಕೊಂಡಿದ್ದ ಮಹಾರಾಜರು ಅವರ ಕೃತಿಗಳನ್ನು ಧ್ವನಿಮುದ್ರಿಸಲು ನೆರವು ನೀಡಿದರು. ಇದು ಸಂಗೀತ ಇತಿಹಾಸದಲ್ಲಿ ಒಂದು ಮಹತ್ವದ ಅಧ್ಯಾಯ. ಈ ಕುರಿತು ಹಲವು ಲೇಖನಗಳು ಪ್ರಕಟವಾಗಿವೆ. ಮೆನನ್ ಅವರು ಲಂಡನ್‌ನಲ್ಲಿದ್ದಾಗ ಮಹಾರಾಜರ ಜೊತೆ ಸಂಪರ್ಕದಲ್ಲಿದ್ದರು.	[229, 897, 341, 1000]
nakkare-title: ನಕ್ಕರೆ ಅದೇ ಸ್ವರ್ಗ	[137, 128, 218, 144]
left-column	[107, 121, 310, 806]
english-quote: "The recording by His Master's Voice of the principal compositions of Nicolas Medtner is perhaps, one of the greatest romances in the history of the Gramophone. How fortunate and indeed, wonderful that destiny should have brought Medtner's genius within the spheres of vision and great musical appreciation of H.H. The Maharajah of Mysore. For the Maharajah thereupon decided that Medtner must no longer languish in the desert of neglect, and that his genius and contribution to the world of music must be made known".	[347, 931, 459, 1098]
article-headline: ಆಧುನಿಕತೆಗೆ ಹೊಂದಿಕೊಳ್ಳುವುದು ಸುಲಭವಲ್ಲ	[371, 183, 798, 217]
pull-quote	[416, 217, 751, 386]
masthead-logo: ಮೈಸೂರು ಮಿತ್ರ	[154, 198, 264, 220]
color-dot	[816, 1175, 823, 1182]
